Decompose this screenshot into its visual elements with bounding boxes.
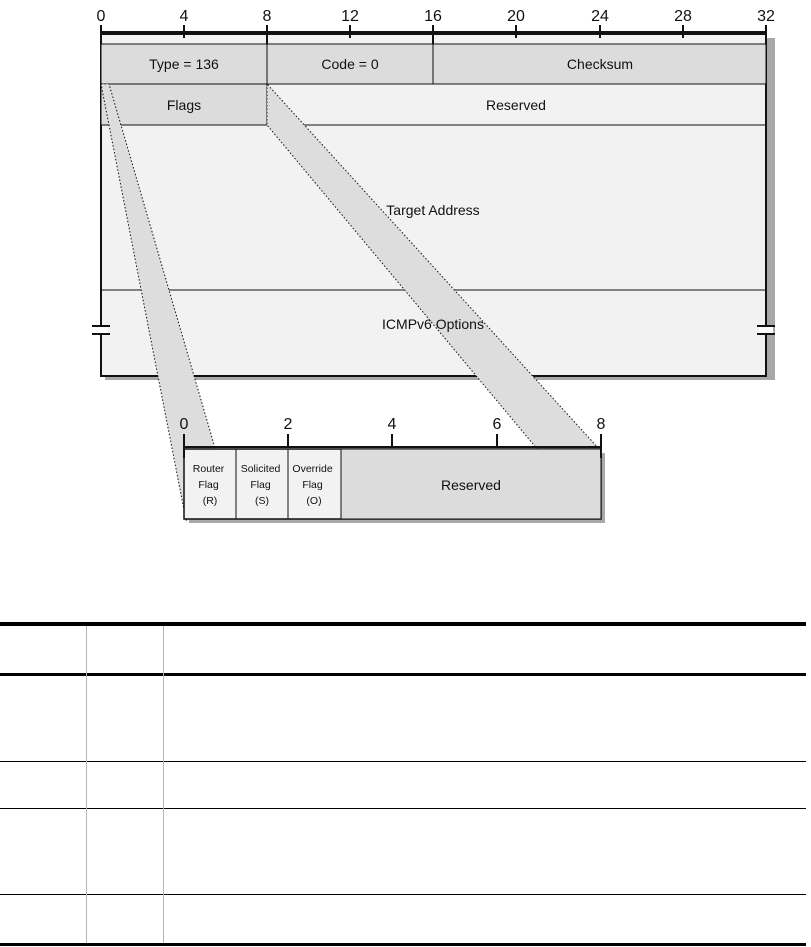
icmpv6-options-field: ICMPv6 Options xyxy=(382,316,484,332)
bit-tick-label: 4 xyxy=(179,8,189,25)
table-row-divider xyxy=(0,761,806,762)
override-flag: Override Flag (O) xyxy=(292,463,333,507)
flags-bit-tick-label: 8 xyxy=(596,416,606,433)
reserved-field: Reserved xyxy=(486,97,546,113)
bit-tick-label: 12 xyxy=(341,8,359,25)
router-flag: Router Flag (R) xyxy=(192,463,225,507)
table-row-divider xyxy=(0,808,806,809)
bit-tick-label: 32 xyxy=(757,8,775,25)
break-mark-left xyxy=(92,326,110,334)
table-column-divider xyxy=(86,626,87,943)
target-address-field: Target Address xyxy=(386,202,480,218)
bit-tick-label: 16 xyxy=(424,8,442,25)
break-mark-right xyxy=(757,326,775,334)
bit-tick-label: 8 xyxy=(262,8,272,25)
flags-bit-tick-label: 4 xyxy=(387,416,397,433)
flags-bit-tick-label: 2 xyxy=(283,416,293,433)
bit-tick-label: 28 xyxy=(674,8,692,25)
solicited-flag: Solicited Flag (S) xyxy=(240,463,281,507)
checksum-field: Checksum xyxy=(566,56,634,72)
table-bottom-rule xyxy=(0,943,806,946)
table-column-divider xyxy=(163,626,164,943)
table-top-rule xyxy=(0,622,806,626)
code-field: Code = 0 xyxy=(321,56,379,72)
table-header-rule xyxy=(0,673,806,676)
bit-tick-label: 24 xyxy=(591,8,609,25)
field-description-table xyxy=(0,622,806,947)
table-row-divider xyxy=(0,894,806,895)
bit-tick-label: 0 xyxy=(96,8,106,25)
bit-tick-label: 20 xyxy=(507,8,525,25)
type-field: Type = 136 xyxy=(149,56,219,72)
flags-bit-tick-label: 6 xyxy=(492,416,502,433)
flags-field: Flags xyxy=(166,97,202,113)
flags-reserved-field: Reserved xyxy=(441,477,501,493)
flags-bit-tick-label: 0 xyxy=(179,416,189,433)
